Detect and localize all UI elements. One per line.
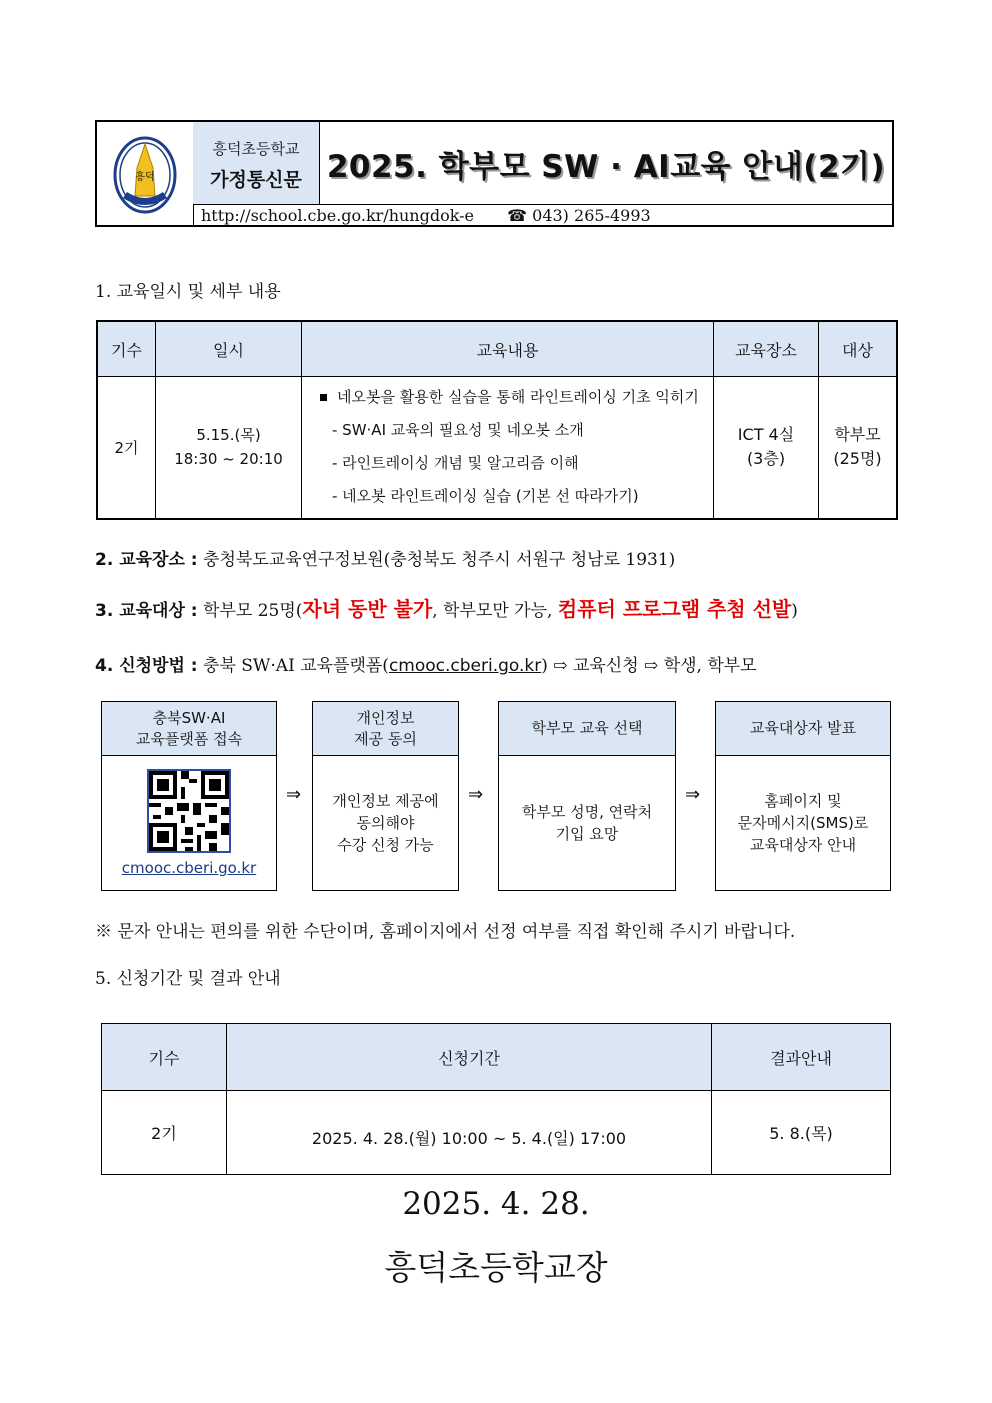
place-cell (714, 377, 819, 519)
content-line: - SW·AI 교육의 필요성 및 네오봇 소개 (332, 421, 584, 440)
table-row (97, 377, 897, 519)
school-cell (193, 122, 320, 204)
school-name: 흥덕초등학교 (212, 140, 300, 158)
section3-label: 3. 교육대상 : (95, 601, 198, 621)
telephone-icon: ☎ (507, 206, 528, 225)
bullet-icon (320, 394, 327, 401)
table-row (102, 1091, 891, 1175)
term-cell: 2기 (97, 377, 156, 519)
target-cell (819, 377, 898, 519)
target-line: (25명) (833, 449, 882, 469)
flow-arrow: ⇒ (286, 784, 302, 805)
section4-text: 충북 SW·AI 교육플랫폼( (203, 656, 389, 676)
section4-text: ) ⇨ 교육신청 ⇨ 학생, 학부모 (541, 656, 757, 676)
col-content: 교육내용 (302, 321, 714, 377)
application-table (101, 1023, 891, 1175)
section1-heading: 1. 교육일시 및 세부 내용 (95, 282, 281, 302)
col-target: 대상 (819, 321, 898, 377)
table-header-row (102, 1024, 891, 1091)
col-term: 기수 (102, 1024, 227, 1091)
newsletter-header (95, 120, 894, 227)
flow-step-1 (101, 701, 277, 891)
section3-text: ) (791, 601, 798, 621)
flow-step-body: 개인정보 제공에 동의해야 수강 신청 가능 (332, 792, 439, 854)
target-line: 학부모 (834, 425, 881, 445)
flow-step-2 (312, 701, 459, 891)
table-header-row (97, 321, 897, 377)
content-line: - 네오봇 라인트레이싱 실습 (기본 선 따라가기) (332, 487, 639, 506)
lottery-notice: 컴퓨터 프로그램 추첨 선발 (557, 597, 792, 621)
col-result: 결과안내 (712, 1024, 891, 1091)
content-main (320, 381, 712, 414)
flow-step-title: 개인정보 제공 동의 (313, 702, 458, 756)
logo-text: 흥덕 (135, 172, 155, 183)
result-cell: 5. 8.(목) (712, 1091, 891, 1175)
section4 (95, 651, 757, 676)
flow-step-title: 학부모 교육 선택 (499, 702, 675, 756)
section2 (95, 545, 675, 570)
flow-step-body (102, 756, 276, 890)
sms-note: ※ 문자 안내는 편의를 위한 수단이며, 홈페이지에서 선정 여부를 직접 확인해 주시기 바랍니다. (95, 922, 796, 942)
principal-signature: 흥덕초등학교장 (384, 1248, 608, 1287)
term-cell: 2기 (102, 1091, 227, 1175)
flow-step-title: 충북SW·AI 교육플랫폼 접속 (102, 702, 276, 756)
period-cell: 2025. 4. 28.(월) 10:00 ~ 5. 4.(일) 17:00 (227, 1091, 712, 1175)
flow-arrow: ⇒ (685, 784, 701, 805)
date-text: 5.15.(목) (196, 426, 261, 445)
platform-link[interactable]: cmooc.cberi.go.kr (388, 656, 542, 676)
qr-code-icon[interactable] (147, 769, 231, 853)
newsletter-label: 가정통신문 (210, 169, 302, 191)
flow-step-body: 홈페이지 및 문자메시지(SMS)로 교육대상자 안내 (737, 792, 869, 854)
schedule-table (96, 320, 898, 520)
col-date: 일시 (156, 321, 302, 377)
flow-step-title: 교육대상자 발표 (716, 702, 890, 756)
section5-heading: 5. 신청기간 및 결과 안내 (95, 969, 281, 989)
col-place: 교육장소 (714, 321, 819, 377)
section3-text: , 학부모만 가능, (432, 601, 558, 621)
flow-step-3 (498, 701, 676, 891)
document-title: 2025. 학부모 SW · AI교육 안내(2기) (326, 148, 886, 185)
logo-cell (97, 122, 194, 225)
contact-row (193, 204, 892, 226)
content-cell (302, 377, 714, 519)
flow-step-4 (715, 701, 891, 891)
school-url[interactable]: http://school.cbe.go.kr/hungdok-e (201, 206, 475, 225)
place-line: ICT 4실 (737, 425, 795, 445)
flow-step-body: 학부모 성명, 연락처 기입 요망 (521, 803, 653, 843)
content-line: - 라인트레이싱 개념 및 알고리즘 이해 (332, 454, 579, 473)
col-period: 신청기간 (227, 1024, 712, 1091)
issue-date: 2025. 4. 28. (402, 1186, 590, 1222)
section3-text: 학부모 25명( (203, 601, 303, 621)
place-line: (3층) (746, 449, 786, 469)
col-term: 기수 (97, 321, 156, 377)
school-logo (97, 122, 193, 225)
section2-text: 충청북도교육연구정보원(충청북도 청주시 서원구 청남로 1931) (203, 550, 676, 570)
title-cell (320, 122, 892, 204)
flow-arrow: ⇒ (468, 784, 484, 805)
content-line: 네오봇을 활용한 실습을 통해 라인트레이싱 기초 익히기 (337, 388, 699, 407)
section3 (95, 593, 798, 622)
no-children-notice: 자녀 동반 불가 (302, 597, 433, 621)
date-cell (156, 377, 302, 519)
section2-label: 2. 교육장소 : (95, 550, 198, 570)
qr-url[interactable]: cmooc.cberi.go.kr (121, 859, 257, 877)
section4-label: 4. 신청방법 : (95, 656, 198, 676)
school-phone: 043) 265-4993 (532, 206, 651, 225)
time-text: 18:30 ~ 20:10 (174, 450, 283, 469)
